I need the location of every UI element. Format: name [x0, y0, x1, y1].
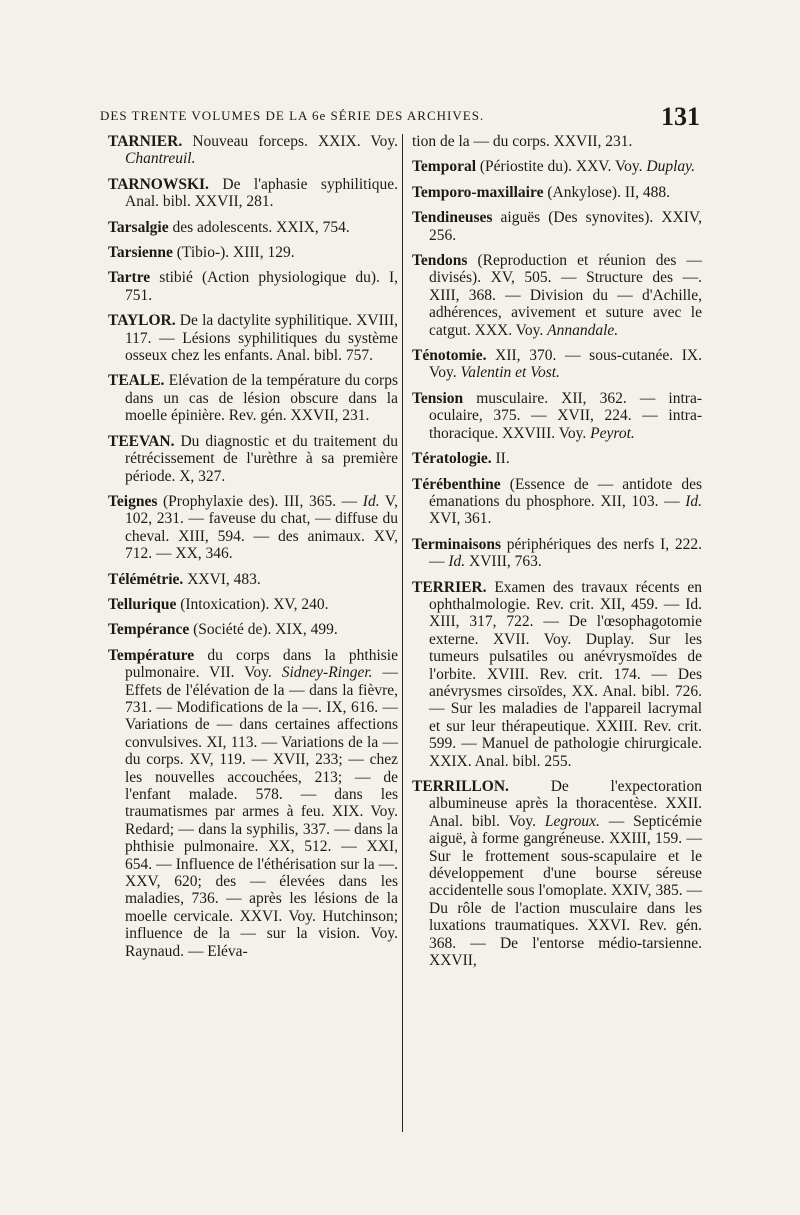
index-entry: [108, 219, 398, 236]
index-entry: [108, 596, 398, 613]
index-entry: [108, 647, 398, 960]
left-column: [108, 133, 398, 960]
entry-heading: Température: [108, 646, 195, 664]
entry-text: périphériques des nerfs I, 222. —: [429, 535, 702, 571]
entry-reference: Id.: [685, 492, 702, 510]
entry-text-continued: XVI, 361.: [429, 510, 492, 528]
index-entry: [412, 536, 702, 571]
entry-text: (Tibio-). XIII, 129.: [172, 244, 295, 262]
entry-heading: Tendineuses: [412, 209, 493, 227]
entry-heading: Tératologie.: [412, 450, 492, 468]
entry-heading: Temporal: [412, 158, 477, 176]
index-entry: [108, 372, 398, 424]
entry-heading: TERRIER.: [412, 578, 487, 596]
index-entry: [108, 312, 398, 364]
index-entry: [412, 579, 702, 770]
entry-reference: Id.: [448, 553, 466, 571]
entry-heading: Tarsienne: [108, 244, 173, 262]
entry-reference: Chantreuil.: [125, 150, 196, 168]
right-column: [412, 133, 702, 969]
entry-text-continued: — Septicémie aiguë, à forme gangréneuse. XXIII, 159. — Sur le frottement sous-scapulaire et le développement d'une bourse séreuse accidentelle sous l'omoplate. XXIV, 385. — Du rôle de l'action musculaire dans les luxations traumatiques. XXVI. Rev. gén. 368. — De l'entorse médio-tarsienne. XXVII,: [429, 812, 702, 970]
entry-text: Nouveau forceps. XXIX. Voy.: [182, 133, 398, 150]
entry-heading: Tarsalgie: [108, 218, 169, 236]
entry-heading: TEALE.: [108, 372, 165, 390]
index-entry: [108, 269, 398, 304]
entry-reference: Legroux.: [544, 812, 600, 830]
entry-text: De l'aphasie syphilitique. Anal. bibl. XXVII, 281.: [125, 175, 398, 211]
entry-heading: TARNIER.: [108, 133, 183, 150]
entry-text: (Intoxication). XV, 240.: [176, 595, 329, 613]
entry-text-continued: — Effets de l'élévation de la — dans la fièvre, 731. — Modifications de la —. IX, 616. — Variations de — dans certaines affections convulsives. XI, 113. — Variations de la — du corps. XV, 119. — XVII, 233; — chez les nouvelles accouchées, 213; — de l'enfant malade. 578. — dans les traumatismes par armes à feu. XIX. Voy. Redard; — dans la syphilis, 337. — dans la phthisie pulmonaire. XX, 512. — XXI, 654. — Influence de l'éthérisation sur la —. XXV, 620; des — élevées dans les maladies, 736. — après les lésions de la moelle cervicale. XXVI. Voy. Hutchinson; influence de la — sur la vision. Voy. Raynaud. — Eléva-: [125, 664, 398, 960]
entry-text: (Essence de — antidote des émanations du phosphore. XII, 103. —: [429, 475, 702, 510]
entry-heading: Tempérance: [108, 621, 190, 639]
entry-text-continued: XVIII, 763.: [465, 553, 542, 571]
entry-text: De l'expectoration albumineuse après la thoracentèse. XXII. Anal. bibl. Voy.: [429, 778, 702, 830]
entry-text-continued: V, 102, 231. — faveuse du chat, — diffuse du cheval. XIII, 594. — des animaux. XV, 712. — XX, 346.: [125, 492, 398, 563]
entry-heading: Teignes: [108, 492, 158, 510]
index-entry: [412, 133, 702, 150]
entry-heading: TARNOWSKI.: [108, 175, 209, 193]
index-entry: [108, 433, 398, 485]
entry-heading: TERRILLON.: [412, 778, 509, 795]
entry-text: (Reproduction et réunion des — divisés). XV, 505. — Structure des —. XIII, 368. — Division du — d'Achille, adhérences, avivement et suture avec le catgut. XXX. Voy.: [429, 252, 702, 339]
entry-reference: Id.: [362, 492, 380, 510]
entry-heading: TEEVAN.: [108, 432, 175, 450]
entry-text: aiguës (Des synovites). XXIV, 256.: [429, 209, 702, 244]
index-entry: [412, 252, 702, 339]
entry-reference: Peyrot.: [590, 424, 635, 442]
entry-text: (Prophylaxie des). III, 365. —: [157, 492, 363, 510]
index-entry: [108, 176, 398, 211]
entry-text: II.: [491, 450, 510, 468]
entry-text: des adolescents. XXIX, 754.: [168, 218, 350, 236]
entry-heading: Tendons: [412, 252, 468, 270]
entry-text: (Ankylose). II, 488.: [543, 183, 671, 201]
index-entry: [108, 244, 398, 261]
page-number: 131: [661, 102, 700, 131]
entry-reference: Duplay.: [646, 158, 696, 176]
entry-reference: Sidney-Ringer.: [281, 664, 373, 682]
running-title: DES TRENTE VOLUMES DE LA 6e SÉRIE DES ARCHIVES.: [100, 108, 485, 123]
entry-text: XII, 370. — sous-cutanée. IX. Voy.: [429, 347, 702, 382]
index-entry: [108, 133, 398, 168]
entry-text: musculaire. XII, 362. — intra-oculaire, 375. — XVII, 224. — intra-thoracique. XXVIII. Voy.: [429, 389, 702, 442]
index-entry: [412, 476, 702, 528]
entry-text: De la dactylite syphilitique. XVIII, 117. — Lésions syphilitiques du système osseux chez les enfants. Anal. bibl. 757.: [125, 312, 398, 365]
index-entry: [108, 621, 398, 638]
column-divider: [402, 134, 403, 1132]
index-entry: [108, 493, 398, 563]
index-entry: [108, 571, 398, 588]
entry-heading: Tartre: [108, 269, 151, 287]
entry-heading: TAYLOR.: [108, 312, 176, 330]
index-entry: [412, 390, 702, 442]
entry-reference: Annandale.: [547, 321, 619, 339]
index-entry: [412, 184, 702, 201]
entry-heading: Térébenthine: [412, 475, 501, 493]
entry-heading: Télémétrie.: [108, 570, 184, 588]
index-entry: [412, 450, 702, 467]
entry-text: Elévation de la température du corps dans un cas de lésion obscure dans la moelle épinière. Rev. gén. XXVII, 231.: [125, 372, 398, 425]
entry-text: Examen des travaux récents en ophthalmologie. Rev. crit. XII, 459. — Id. XIII, 317, 722. — De l'œsophagotomie externe. XVII. Voy. Duplay. Sur les tumeurs pulsatiles ou anévrysmoïdes de l'orbite. XVIII. Rev. crit. 174. — Des anévrysmes cirsoïdes, XX. Anal. bibl. 726. — Sur les maladies de l'appareil lacrymal et sur leur thérapeutique. XXIII. Rev. crit. 599. — Manuel de pathologie chirurgicale. XXIX. Anal. bibl. 255.: [429, 578, 702, 770]
index-entry: [412, 158, 702, 175]
entry-text: (Société de). XIX, 499.: [189, 621, 338, 639]
entry-text: stibié (Action physiologique du). I, 751.: [125, 269, 398, 304]
entry-heading: Temporo-maxillaire: [412, 183, 544, 201]
entry-heading: Tension: [412, 389, 464, 407]
entry-heading: Ténotomie.: [412, 347, 487, 365]
index-entry: [412, 778, 702, 969]
entry-reference: Valentin et Vost.: [460, 364, 560, 382]
index-entry: [412, 209, 702, 244]
page-header: [100, 102, 700, 132]
entry-text: Du diagnostic et du traitement du rétrécissement de l'urèthre à sa première période. X, 327.: [125, 432, 398, 485]
entry-text: XXVI, 483.: [183, 570, 261, 588]
entry-text: du corps dans la phthisie pulmonaire. VII. Voy.: [125, 646, 398, 682]
index-entry: [412, 347, 702, 382]
entry-heading: Tellurique: [108, 595, 177, 613]
entry-text: (Périostite du). XXV. Voy.: [476, 158, 647, 176]
entry-heading: Terminaisons: [412, 535, 502, 553]
entry-text: tion de la — du corps. XXVII, 231.: [412, 133, 633, 150]
